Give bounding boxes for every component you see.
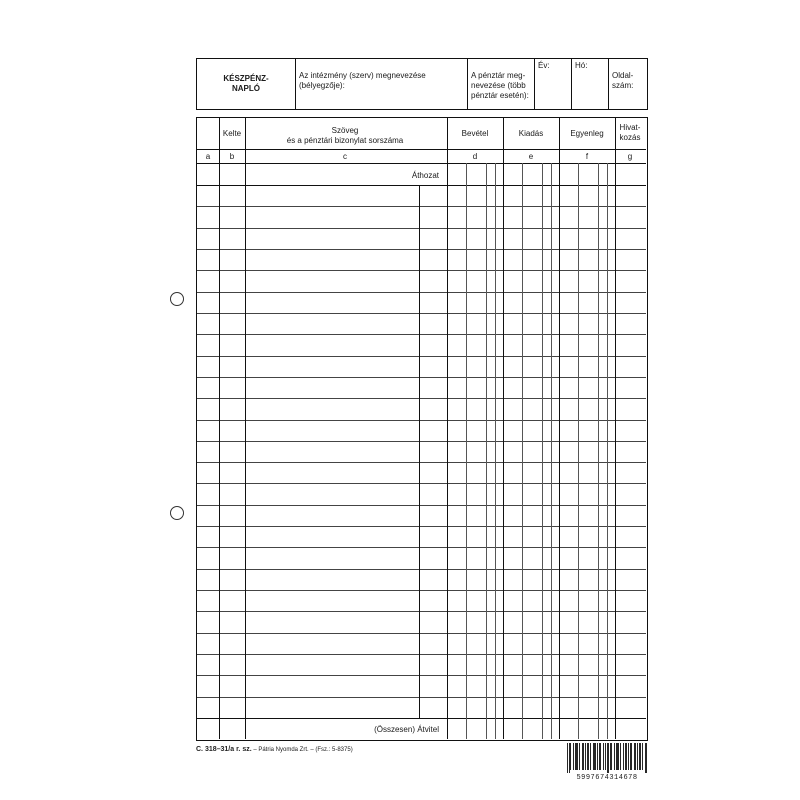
barcode-bar <box>600 743 601 770</box>
col-letter-b: b <box>229 152 235 161</box>
barcode-bar <box>634 743 635 770</box>
barcode-bar <box>579 743 580 770</box>
barcode-image <box>567 743 647 773</box>
carry-over-label: (Összesen) Átvitel <box>374 725 439 734</box>
barcode-bar <box>603 743 604 770</box>
barcode-bar <box>585 743 586 770</box>
col-letter-d: d <box>472 152 478 161</box>
cashdesk-field[interactable] <box>468 59 535 109</box>
barcode-bar <box>628 743 629 770</box>
barcode-bar <box>590 743 591 770</box>
col-divider-c-d <box>447 118 448 739</box>
col-header-balance: Egyenleg <box>570 129 604 138</box>
barcode-digits: 5997674314678 <box>576 774 638 782</box>
expense-subcol-line <box>551 163 552 739</box>
barcode-bar <box>577 743 578 770</box>
barcode-bar <box>605 743 606 770</box>
col-letter-g: g <box>627 152 633 161</box>
publisher-note: – Pátria Nyomda Zrt. – (Fsz.: 5-8375) <box>251 747 353 753</box>
barcode-bar <box>583 743 584 770</box>
barcode-bar <box>626 743 627 770</box>
barcode-bar <box>616 743 617 770</box>
month-label: Hó: <box>575 61 588 70</box>
col-letter-c: c <box>343 152 347 161</box>
barcode-bar <box>599 743 600 770</box>
barcode-bar <box>645 743 646 773</box>
col-divider-b-c <box>245 118 246 739</box>
month-field[interactable] <box>572 59 609 109</box>
barcode-bar <box>623 743 624 770</box>
barcode-bar <box>582 743 583 770</box>
barcode-bar <box>640 743 641 770</box>
col-divider-d-e <box>503 118 504 739</box>
barcode-bar <box>588 743 589 770</box>
carry-forward-label: Áthozat <box>411 171 439 180</box>
barcode-bar <box>594 743 595 770</box>
form-footer <box>196 746 353 753</box>
col-letter-e: e <box>528 152 534 161</box>
year-label: Év: <box>538 61 550 70</box>
col-letter-a: a <box>205 152 211 161</box>
punch-hole-bottom <box>170 506 184 520</box>
income-subcol-line <box>486 163 487 739</box>
institution-label: Az intézmény (szerv) megnevezése (bélyegzője): <box>299 71 426 90</box>
barcode-bar <box>569 743 570 773</box>
page-number-field[interactable] <box>609 59 646 109</box>
col-header-reference: Hivat- kozás <box>619 123 641 142</box>
barcode-bar <box>639 743 640 770</box>
col-header-text: Szöveg és a pénztári bizonylat sorszáma <box>286 126 404 145</box>
barcode-bar <box>631 743 632 770</box>
barcode-bar <box>646 743 647 773</box>
barcode-bar <box>575 743 576 770</box>
expense-subcol-line <box>542 163 543 739</box>
col-divider-a-b <box>219 118 220 739</box>
barcode-bar <box>617 743 618 770</box>
balance-subcol-line <box>607 163 608 739</box>
barcode-bar <box>567 743 568 773</box>
barcode-bar <box>573 743 574 770</box>
income-subcol-line <box>466 163 467 739</box>
balance-subcol-line <box>598 163 599 739</box>
col-letter-f: f <box>585 152 589 161</box>
col-header-expense: Kiadás <box>518 129 544 138</box>
barcode-bar <box>593 743 594 770</box>
barcode-bar <box>614 743 615 770</box>
barcode-bar <box>576 743 577 770</box>
barcode-bar <box>630 743 631 770</box>
cashdesk-label: A pénztár meg- nevezése (több pénztár esetén): <box>471 71 529 100</box>
barcode-bar <box>610 743 611 770</box>
expense-subcol-line <box>522 163 523 739</box>
col-header-date: Kelte <box>222 129 242 138</box>
barcode-bar <box>597 743 598 770</box>
form-title: KÉSZPÉNZ- NAPLÓ <box>197 59 296 109</box>
barcode-bar <box>618 743 619 770</box>
balance-subcol-line <box>578 163 579 739</box>
ledger-table <box>196 117 648 741</box>
text-col-subdivider <box>419 185 420 718</box>
barcode-bar <box>620 743 621 770</box>
barcode-bar <box>625 743 626 770</box>
barcode-bar <box>637 743 638 770</box>
barcode-bar <box>635 743 636 770</box>
barcode-bar <box>642 743 643 770</box>
page-number-label: Oldal- szám: <box>612 71 634 90</box>
year-field[interactable] <box>535 59 572 109</box>
form-header <box>196 58 648 110</box>
col-divider-f-g <box>615 118 616 739</box>
institution-field[interactable] <box>296 59 468 109</box>
income-subcol-line <box>495 163 496 739</box>
barcode-bar <box>587 743 588 770</box>
barcode-bar <box>607 743 608 773</box>
punch-hole-top <box>170 292 184 306</box>
form-code: C. 318–31/a r. sz. <box>196 746 252 753</box>
barcode-bar <box>570 743 571 770</box>
barcode-bar <box>608 743 609 773</box>
col-divider-e-f <box>559 118 560 739</box>
barcode-bar <box>611 743 612 770</box>
col-header-income: Bevétel <box>461 129 489 138</box>
header-row-divider <box>197 149 646 150</box>
barcode-bar <box>595 743 596 770</box>
